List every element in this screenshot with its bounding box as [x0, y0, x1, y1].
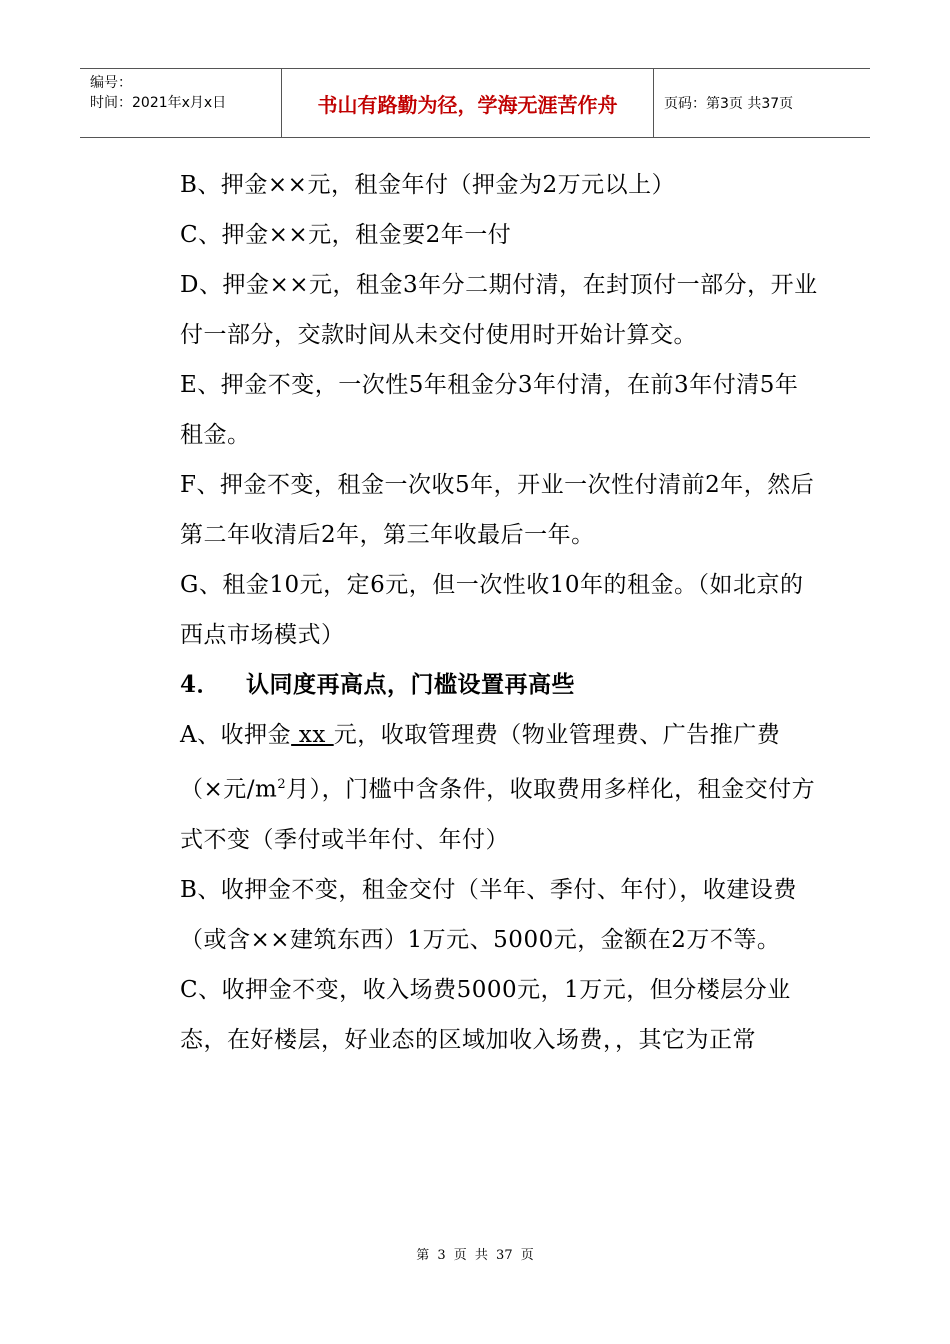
option-b1: B、押金××元，租金年付（押金为2万元以上）: [180, 172, 676, 198]
option-f1: F、押金不变，租金一次收5年，开业一次性付清前2年，然后第二年收清后2年，第三年收最后一年。: [180, 472, 815, 548]
option-a2-middle: 元，收取管理费（物业管理费、广告推广费（×元/m: [180, 722, 781, 803]
option-b2: B、收押金不变，租金交付（半年、季付、年付），收建设费（或含××建筑东西）1万元、5000元，金额在2万不等。: [180, 876, 797, 953]
section-title: 认同度再高点，门槛设置再高些: [246, 671, 575, 698]
header-motto: 书山有路勤为径，学海无涯苦作舟: [282, 69, 654, 137]
header-meta-cell: [80, 69, 282, 137]
doc-date-label: 时间：2021年x月x日: [90, 95, 227, 111]
doc-code-label: 编号：: [90, 75, 132, 91]
page-footer: 第 3 页 共 37 页: [416, 1248, 534, 1263]
option-a2-suffix: 月），门槛中含条件，收取费用多样化，租金交付方式不变（季付或半年付、年付）: [180, 776, 816, 853]
option-a2: [180, 710, 820, 865]
blank-amount: xx: [291, 722, 334, 748]
document-body: [180, 160, 820, 1065]
option-e1: E、押金不变，一次性5年租金分3年付清，在前3年付清5年租金。: [180, 372, 799, 448]
option-g1: G、租金10元，定6元，但一次性收10年的租金。（如北京的西点市场模式）: [180, 572, 804, 648]
section-heading-4: [180, 660, 820, 710]
page-header: [80, 68, 870, 138]
option-c2: C、收押金不变，收入场费5000元，1万元，但分楼层分业态，在好楼层，好业态的区域加收入场费，，其它为正常: [180, 976, 791, 1053]
superscript-2: 2: [277, 777, 287, 792]
option-d1: D、押金××元，租金3年分二期付清，在封顶付一部分，开业付一部分，交款时间从未交付使用时开始计算交。: [180, 272, 818, 348]
option-c1: C、押金××元，租金要2年一付: [180, 222, 512, 248]
header-page-label: 页码：第3页 共37页: [664, 96, 794, 112]
section-number: 4．: [180, 671, 221, 698]
option-a2-prefix: A、收押金: [180, 722, 292, 748]
